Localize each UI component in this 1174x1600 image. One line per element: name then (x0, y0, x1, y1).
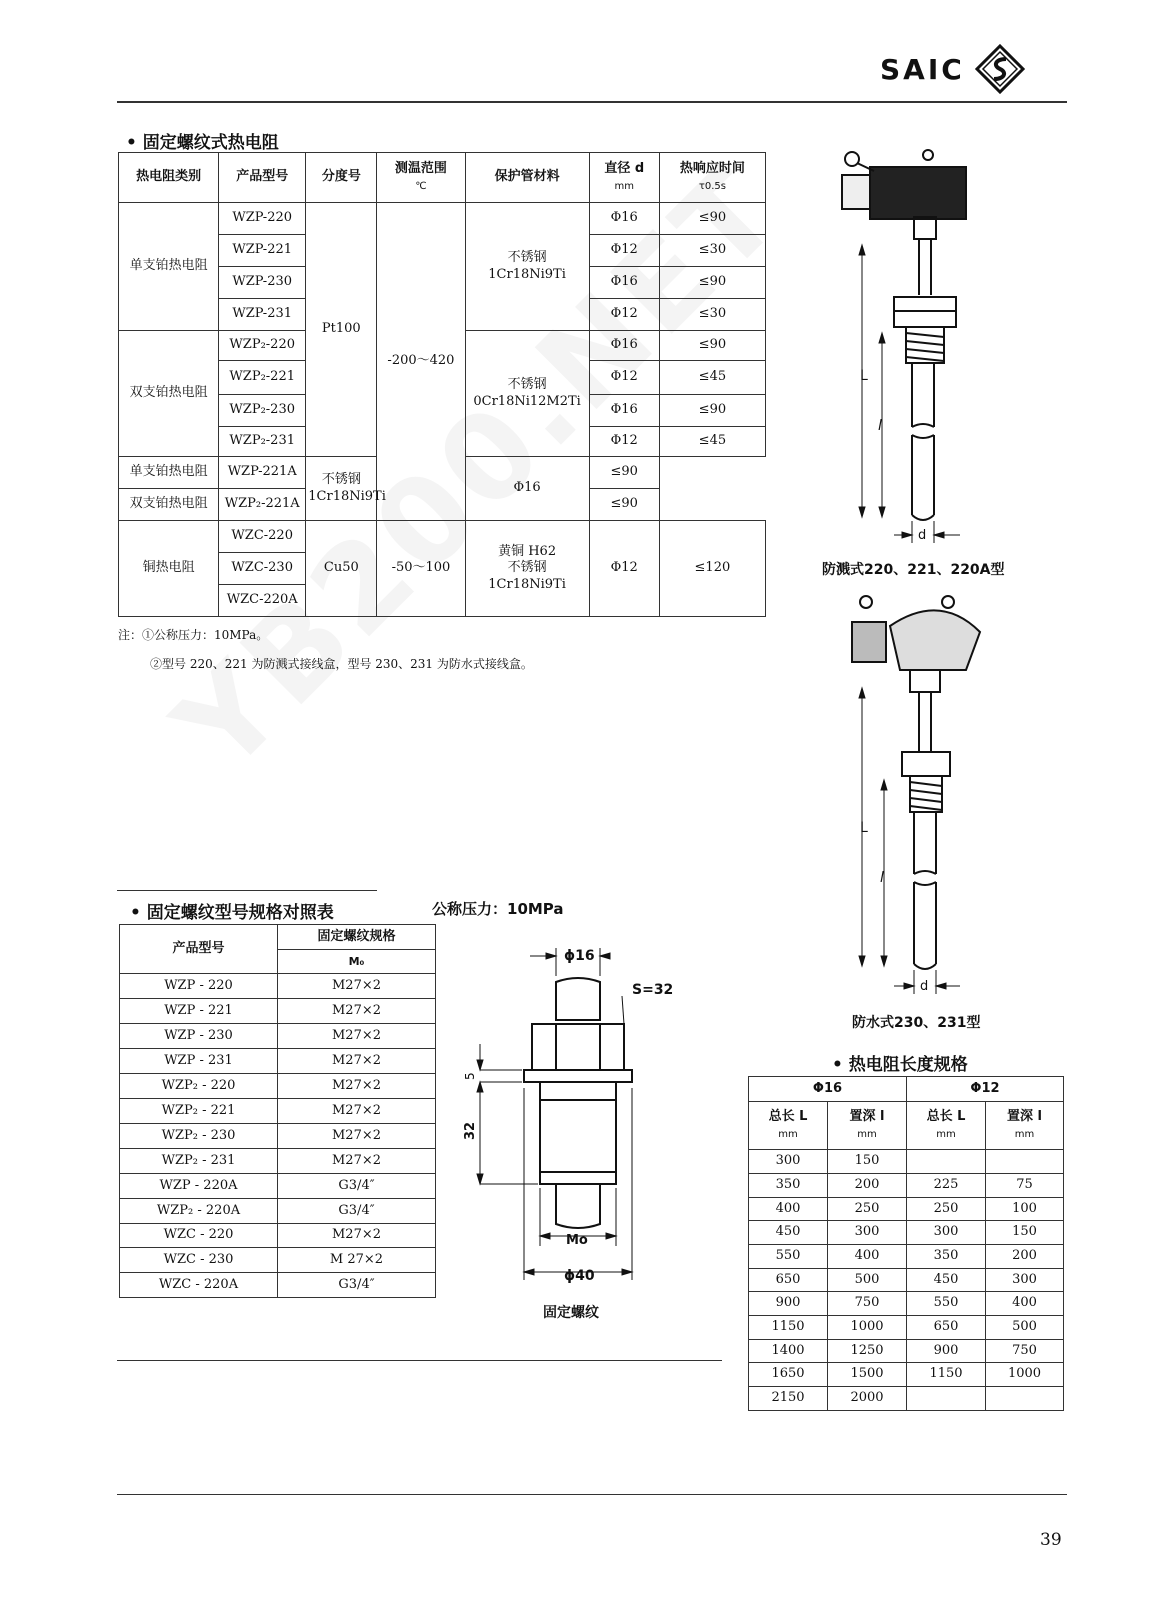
cell: 150 (828, 1150, 907, 1174)
header-thread-mo: M₀ (278, 950, 436, 974)
cell: 450 (749, 1221, 828, 1245)
spec-cell: M27×2 (278, 1099, 436, 1124)
cell: 400 (828, 1245, 907, 1269)
table-row (120, 1049, 436, 1074)
material-cell: 不锈钢 0Cr18Ni12M2Ti (465, 331, 589, 457)
table-row (120, 999, 436, 1024)
cell: 500 (986, 1316, 1064, 1340)
cell: 550 (907, 1292, 986, 1316)
header-model: 产品型号 (120, 925, 278, 974)
cell: 1150 (749, 1316, 828, 1340)
model-cell: WZC-220 (219, 521, 306, 553)
page-number: 39 (1040, 1530, 1062, 1550)
response-cell: ≤45 (659, 427, 765, 457)
dim-mo: Mo (566, 1233, 588, 1248)
range-cell: -50～100 (377, 521, 465, 617)
header-model: 产品型号 (219, 153, 306, 203)
header-insertion-depth: 置深 l mm (828, 1102, 907, 1150)
footer-rule (117, 1494, 1067, 1495)
cell: 650 (749, 1269, 828, 1292)
thread-figure-caption: 固定螺纹 (543, 1305, 599, 1321)
response-cell: ≤90 (659, 203, 765, 235)
diameter-cell: Φ16 (589, 203, 659, 235)
response-cell: ≤30 (659, 299, 765, 331)
header-range: 测温范围 ℃ (377, 153, 465, 203)
header-phi16: Φ16 (749, 1077, 907, 1102)
header-category: 热电阻类别 (119, 153, 219, 203)
waterproof-thermometer-figure (830, 592, 1030, 1002)
category-cell: 铜热电阻 (119, 521, 219, 617)
header-graduation: 分度号 (306, 153, 377, 203)
cell: 1000 (986, 1363, 1064, 1387)
cell: 650 (907, 1316, 986, 1340)
table3-title: • 热电阻长度规格 (832, 1055, 968, 1075)
model-cell: WZP₂-221A (219, 489, 306, 521)
fixed-thread-drawing (460, 940, 690, 1290)
spec-cell: M27×2 (278, 1224, 436, 1248)
saic-emblem-icon (975, 44, 1025, 94)
table-row (749, 1292, 1064, 1316)
model-cell: WZP - 220A (120, 1174, 278, 1199)
thread-spec-table (119, 924, 436, 1298)
cell: 900 (907, 1340, 986, 1363)
response-cell: ≤90 (659, 395, 765, 427)
spec-cell: M27×2 (278, 1049, 436, 1074)
table-row (749, 1363, 1064, 1387)
model-cell: WZP₂ - 231 (120, 1149, 278, 1174)
cell: 200 (986, 1245, 1064, 1269)
table-row (749, 1150, 1064, 1174)
cell: 750 (986, 1340, 1064, 1363)
header-rule (117, 101, 1067, 103)
model-cell: WZP - 221 (120, 999, 278, 1024)
dim-32: 32 (463, 1121, 478, 1140)
cell: 300 (828, 1221, 907, 1245)
category-cell: 双支铂热电阻 (119, 489, 219, 521)
brand-logo (880, 44, 1025, 94)
cell: 750 (828, 1292, 907, 1316)
dim-s32: S=32 (632, 982, 674, 998)
spec-cell: G3/4″ (278, 1273, 436, 1298)
table-row (120, 1124, 436, 1149)
table-row (749, 1221, 1064, 1245)
cell: 1400 (749, 1340, 828, 1363)
material-cell: 不锈钢 1Cr18Ni9Ti (465, 203, 589, 331)
model-cell: WZP₂ - 230 (120, 1124, 278, 1149)
cell: 900 (749, 1292, 828, 1316)
diameter-cell: Φ12 (589, 235, 659, 267)
cell (986, 1387, 1064, 1411)
cell (907, 1387, 986, 1411)
model-cell: WZP₂ - 220A (120, 1199, 278, 1224)
model-cell: WZP-221 (219, 235, 306, 267)
cell: 550 (749, 1245, 828, 1269)
cell: 250 (907, 1198, 986, 1221)
cell: 1150 (907, 1363, 986, 1387)
response-cell: ≤90 (659, 331, 765, 361)
header-total-length: 总长 L mm (907, 1102, 986, 1150)
model-cell: WZC-230 (219, 553, 306, 585)
response-cell: ≤30 (659, 235, 765, 267)
category-cell: 单支铂热电阻 (119, 203, 219, 331)
cell: 400 (749, 1198, 828, 1221)
table-row (120, 1074, 436, 1099)
dim-label-d: d (920, 979, 929, 994)
table-row (749, 1387, 1064, 1411)
table-row (119, 521, 766, 553)
dim-label-l: l (880, 870, 884, 886)
diameter-cell: Φ12 (589, 427, 659, 457)
spec-cell: M27×2 (278, 1124, 436, 1149)
cell: 225 (907, 1174, 986, 1198)
spec-cell: M27×2 (278, 1074, 436, 1099)
model-cell: WZP-220 (219, 203, 306, 235)
table-row (120, 1273, 436, 1298)
dim-label-l: l (878, 418, 882, 434)
dim-label-d: d (918, 528, 927, 543)
diameter-cell: Φ16 (589, 267, 659, 299)
table-row (119, 203, 766, 235)
diameter-cell: Φ12 (589, 299, 659, 331)
cell: 1500 (828, 1363, 907, 1387)
range-cell: -200～420 (377, 203, 465, 521)
header-thread-spec: 固定螺纹规格 (278, 925, 436, 950)
cell: 350 (907, 1245, 986, 1269)
table2-title: • 固定螺纹型号规格对照表 (130, 903, 334, 923)
spec-cell: G3/4″ (278, 1174, 436, 1199)
diameter-cell: Φ12 (589, 361, 659, 395)
cell: 200 (828, 1174, 907, 1198)
cell: 300 (986, 1269, 1064, 1292)
model-cell: WZP₂-220 (219, 331, 306, 361)
table-row (749, 1198, 1064, 1221)
response-cell: ≤120 (659, 521, 765, 617)
table-row (749, 1245, 1064, 1269)
cell: 300 (749, 1150, 828, 1174)
diameter-cell: Φ16 (465, 457, 589, 521)
brand-name: SAIC (880, 52, 965, 86)
table-row (749, 1174, 1064, 1198)
spec-cell: M27×2 (278, 1024, 436, 1049)
table-row (120, 1248, 436, 1273)
header-material: 保护管材料 (465, 153, 589, 203)
cell: 400 (986, 1292, 1064, 1316)
category-cell: 单支铂热电阻 (119, 457, 219, 489)
cell: 500 (828, 1269, 907, 1292)
graduation-cell: Cu50 (306, 521, 377, 617)
cell: 100 (986, 1198, 1064, 1221)
cell: 450 (907, 1269, 986, 1292)
cell: 150 (986, 1221, 1064, 1245)
model-cell: WZP₂ - 221 (120, 1099, 278, 1124)
table-row (120, 1024, 436, 1049)
table1-title: • 固定螺纹式热电阻 (126, 133, 279, 153)
header-response: 热响应时间 τ0.5s (659, 153, 765, 203)
note-1: 注：①公称压力：10MPa。 (118, 628, 269, 642)
diameter-cell: Φ12 (589, 521, 659, 617)
material-cell: 黄铜 H62 不锈钢 1Cr18Ni9Ti (465, 521, 589, 617)
spec-cell: G3/4″ (278, 1199, 436, 1224)
response-cell: ≤90 (659, 267, 765, 299)
diameter-cell: Φ16 (589, 395, 659, 427)
table-row (120, 1099, 436, 1124)
note-2: ②型号 220、221 为防溅式接线盒，型号 230、231 为防水式接线盒。 (150, 657, 533, 671)
table-row (749, 1316, 1064, 1340)
table-row (120, 1199, 436, 1224)
model-cell: WZP - 231 (120, 1049, 278, 1074)
model-cell: WZC - 220A (120, 1273, 278, 1298)
dim-phi16: ϕ16 (564, 948, 595, 964)
cell: 1250 (828, 1340, 907, 1363)
dim-5: 5 (463, 1072, 477, 1080)
spec-cell: M27×2 (278, 974, 436, 999)
rtd-spec-table (118, 152, 766, 617)
model-cell: WZP₂-230 (219, 395, 306, 427)
material-cell: 不锈钢 1Cr18Ni9Ti (306, 457, 377, 521)
dim-label-L: L (860, 368, 868, 384)
header-insertion-depth: 置深 l mm (986, 1102, 1064, 1150)
section-rule (117, 1360, 722, 1361)
table-row (749, 1269, 1064, 1292)
model-cell: WZP₂ - 220 (120, 1074, 278, 1099)
model-cell: WZP₂-231 (219, 427, 306, 457)
length-spec-table (748, 1076, 1064, 1411)
model-cell: WZP - 220 (120, 974, 278, 999)
model-cell: WZP-231 (219, 299, 306, 331)
splash-figure-caption: 防溅式220、221、220A型 (822, 562, 1005, 578)
dim-label-L: L (860, 820, 868, 836)
header-diameter: 直径 d mm (589, 153, 659, 203)
cell: 1000 (828, 1316, 907, 1340)
spec-cell: M 27×2 (278, 1248, 436, 1273)
response-cell: ≤45 (659, 361, 765, 395)
model-cell: WZP - 230 (120, 1024, 278, 1049)
header-phi12: Φ12 (907, 1077, 1064, 1102)
table-row (120, 1174, 436, 1199)
cell: 2000 (828, 1387, 907, 1411)
spec-cell: M27×2 (278, 999, 436, 1024)
model-cell: WZP-230 (219, 267, 306, 299)
table-row (120, 1149, 436, 1174)
header-total-length: 总长 L mm (749, 1102, 828, 1150)
cell: 250 (828, 1198, 907, 1221)
model-cell: WZC - 220 (120, 1224, 278, 1248)
cell: 1650 (749, 1363, 828, 1387)
splash-proof-thermometer-figure (830, 145, 1030, 555)
nominal-pressure: 公称压力：10MPa (432, 900, 564, 918)
waterproof-figure-caption: 防水式230、231型 (852, 1015, 981, 1031)
cell (907, 1150, 986, 1174)
model-cell: WZC - 230 (120, 1248, 278, 1273)
response-cell: ≤90 (589, 457, 659, 489)
cell: 2150 (749, 1387, 828, 1411)
cell (986, 1150, 1064, 1174)
table-row (749, 1340, 1064, 1363)
response-cell: ≤90 (589, 489, 659, 521)
table-row (120, 974, 436, 999)
cell: 75 (986, 1174, 1064, 1198)
model-cell: WZP₂-221 (219, 361, 306, 395)
category-cell: 双支铂热电阻 (119, 331, 219, 457)
model-cell: WZC-220A (219, 585, 306, 617)
graduation-cell: Pt100 (306, 203, 377, 457)
diameter-cell: Φ16 (589, 331, 659, 361)
cell: 300 (907, 1221, 986, 1245)
table-row (120, 1224, 436, 1248)
section-rule (117, 890, 377, 891)
dim-phi40: ϕ40 (564, 1268, 595, 1284)
spec-cell: M27×2 (278, 1149, 436, 1174)
model-cell: WZP-221A (219, 457, 306, 489)
cell: 350 (749, 1174, 828, 1198)
